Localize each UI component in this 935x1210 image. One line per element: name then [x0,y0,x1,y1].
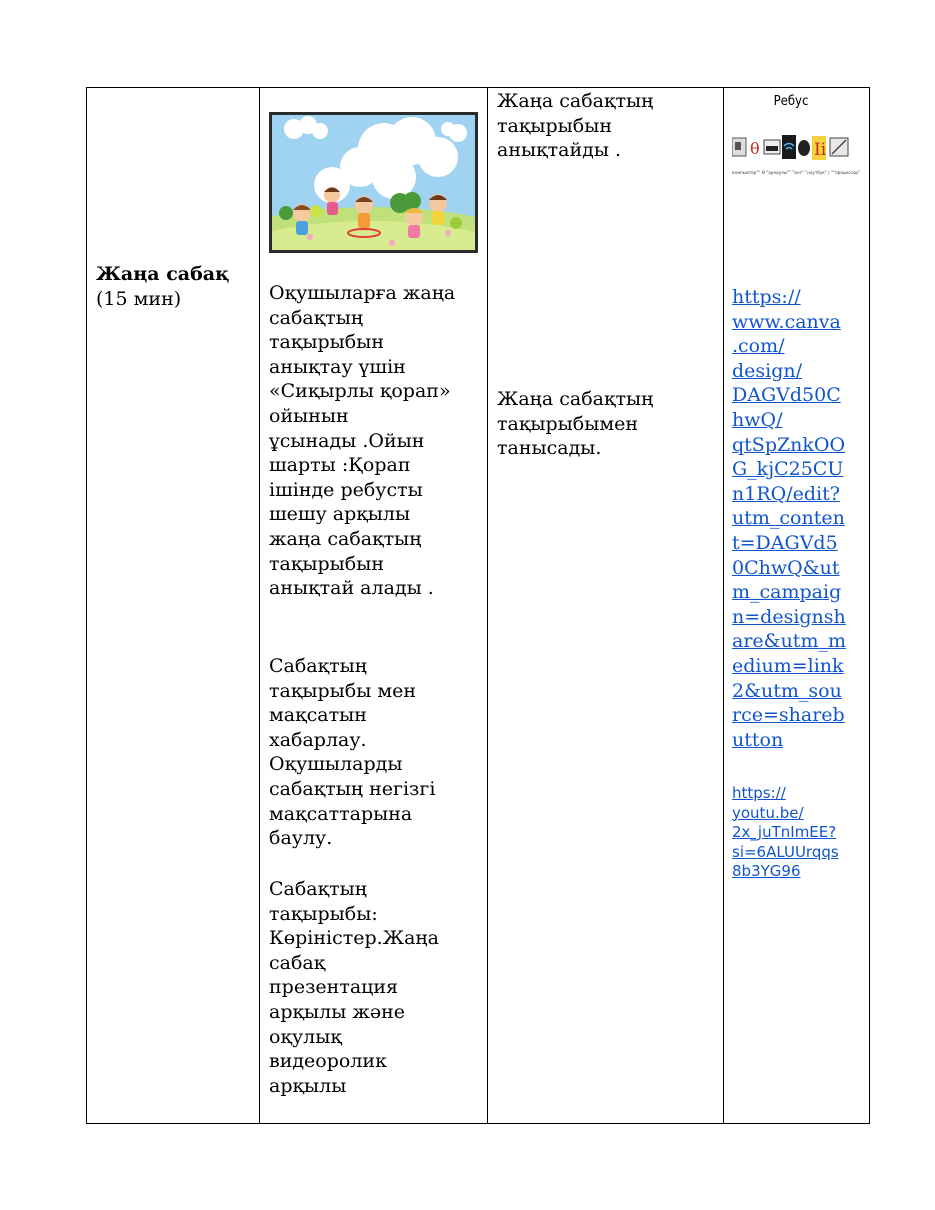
rebus-title: Ребус [773,94,809,109]
resources-cell [724,88,871,1123]
children-playing-icon [272,115,475,250]
link-line[interactable]: are&utm_m [732,630,846,653]
student-activity-2 [497,387,653,461]
text-line: презентация [269,976,399,999]
link-line[interactable]: si=6ALUUrqqs [732,842,839,861]
text-line: тақырыбын [269,331,384,354]
rebus-icons [732,132,850,162]
text-line: сабақтың [269,306,364,329]
text-line: анықтайды . [497,139,622,162]
rebus-image [732,94,860,184]
link-line[interactable]: 2x_juTnImEE? [732,823,837,841]
text-line: тақырыбын [497,114,612,137]
link-line[interactable]: hwQ/ [732,408,783,431]
link-line[interactable]: utm_conten [732,507,845,530]
text-line: Оқушыларға жаңа [269,282,456,304]
link-line[interactable]: https:// [732,286,801,308]
link-line[interactable]: 0ChwQ&ut [732,556,840,579]
lesson-stage-table [86,87,870,1124]
link-line[interactable]: .com/ [732,335,785,358]
stage-cell [87,88,260,1123]
link-line[interactable]: edium=link [732,654,844,677]
link-line[interactable]: G_kjC25CU [732,458,844,481]
text-line: шарты :Қорап [269,454,411,477]
teacher-topic-text [269,877,439,1098]
link-line[interactable]: t=DAGVd5 [732,531,838,554]
link-line[interactable]: utton [732,728,784,751]
text-line: видеоролик [269,1050,387,1073]
link-line[interactable]: n1RQ/edit? [732,482,840,505]
text-line: шешу арқылы [269,503,411,526]
text-line: баулу. [269,827,333,850]
link-line[interactable]: DAGVd50C [732,384,841,407]
text-line: ішінде ребусты [269,478,423,501]
link-line[interactable]: 8b3YG96 [732,862,801,880]
text-line: тақырыбымен [497,412,639,435]
text-line: Көріністер.Жаңа [269,927,439,950]
stage-duration: (15 мин) [96,287,182,310]
student-activity-cell [488,88,724,1123]
rebus-caption: компьютер"" Ө "арнаулы"" "ант" "ноутбук" | ""процессор" [732,170,860,175]
text-line: сабақтың негізгі [269,777,436,800]
children-playing-illustration [269,112,478,253]
canva-link[interactable] [732,285,868,752]
student-activity-1 [497,89,653,163]
link-line[interactable]: n=designsh [732,605,846,628]
link-line[interactable]: www.canva [732,310,841,333]
link-line[interactable]: https:// [732,784,786,802]
text-line: ойынын [269,404,349,427]
youtube-link[interactable] [732,784,868,882]
stage-label [96,262,229,311]
text-line: Оқушыларды [269,753,403,776]
link-line[interactable]: m_campaig [732,581,842,604]
text-line: тақырыбы: [269,902,378,925]
teacher-activity-cell [260,88,488,1123]
text-line: Жаңа сабақтың [497,388,654,410]
text-line: Сабақтың [269,878,367,900]
link-line[interactable]: qtSpZnkOO [732,433,846,456]
text-line: арқылы және [269,1000,405,1023]
text-line: жаңа сабақтың [269,527,422,550]
text-line: оқулық [269,1025,342,1048]
link-line[interactable]: design/ [732,359,803,382]
teacher-goal-text [269,654,435,851]
svg-text:Ii: Ii [814,140,827,160]
link-line[interactable]: 2&utm_sou [732,679,842,702]
text-line: анықтай алады . [269,577,434,600]
text-line: хабарлау. [269,728,367,751]
text-line: мақсаттарына [269,802,413,825]
svg-text:θ: θ [750,139,760,158]
text-line: Жаңа сабақтың [497,90,654,112]
link-line[interactable]: rce=shareb [732,704,845,727]
stage-title: Жаңа сабақ [96,263,230,285]
text-line: мақсатын [269,704,367,727]
text-line: тақырыбын [269,552,384,575]
text-line: ұсынады .Ойын [269,429,425,452]
text-line: арқылы [269,1074,347,1097]
text-line: танысады. [497,437,602,460]
teacher-game-description [269,281,455,601]
text-line: сабақ [269,951,326,974]
text-line: Сабақтың [269,655,367,677]
text-line: тақырыбы мен [269,679,417,702]
text-line: анықтау үшін [269,355,406,378]
text-line: «Сиқырлы қорап» [269,380,451,403]
link-line[interactable]: youtu.be/ [732,803,804,822]
